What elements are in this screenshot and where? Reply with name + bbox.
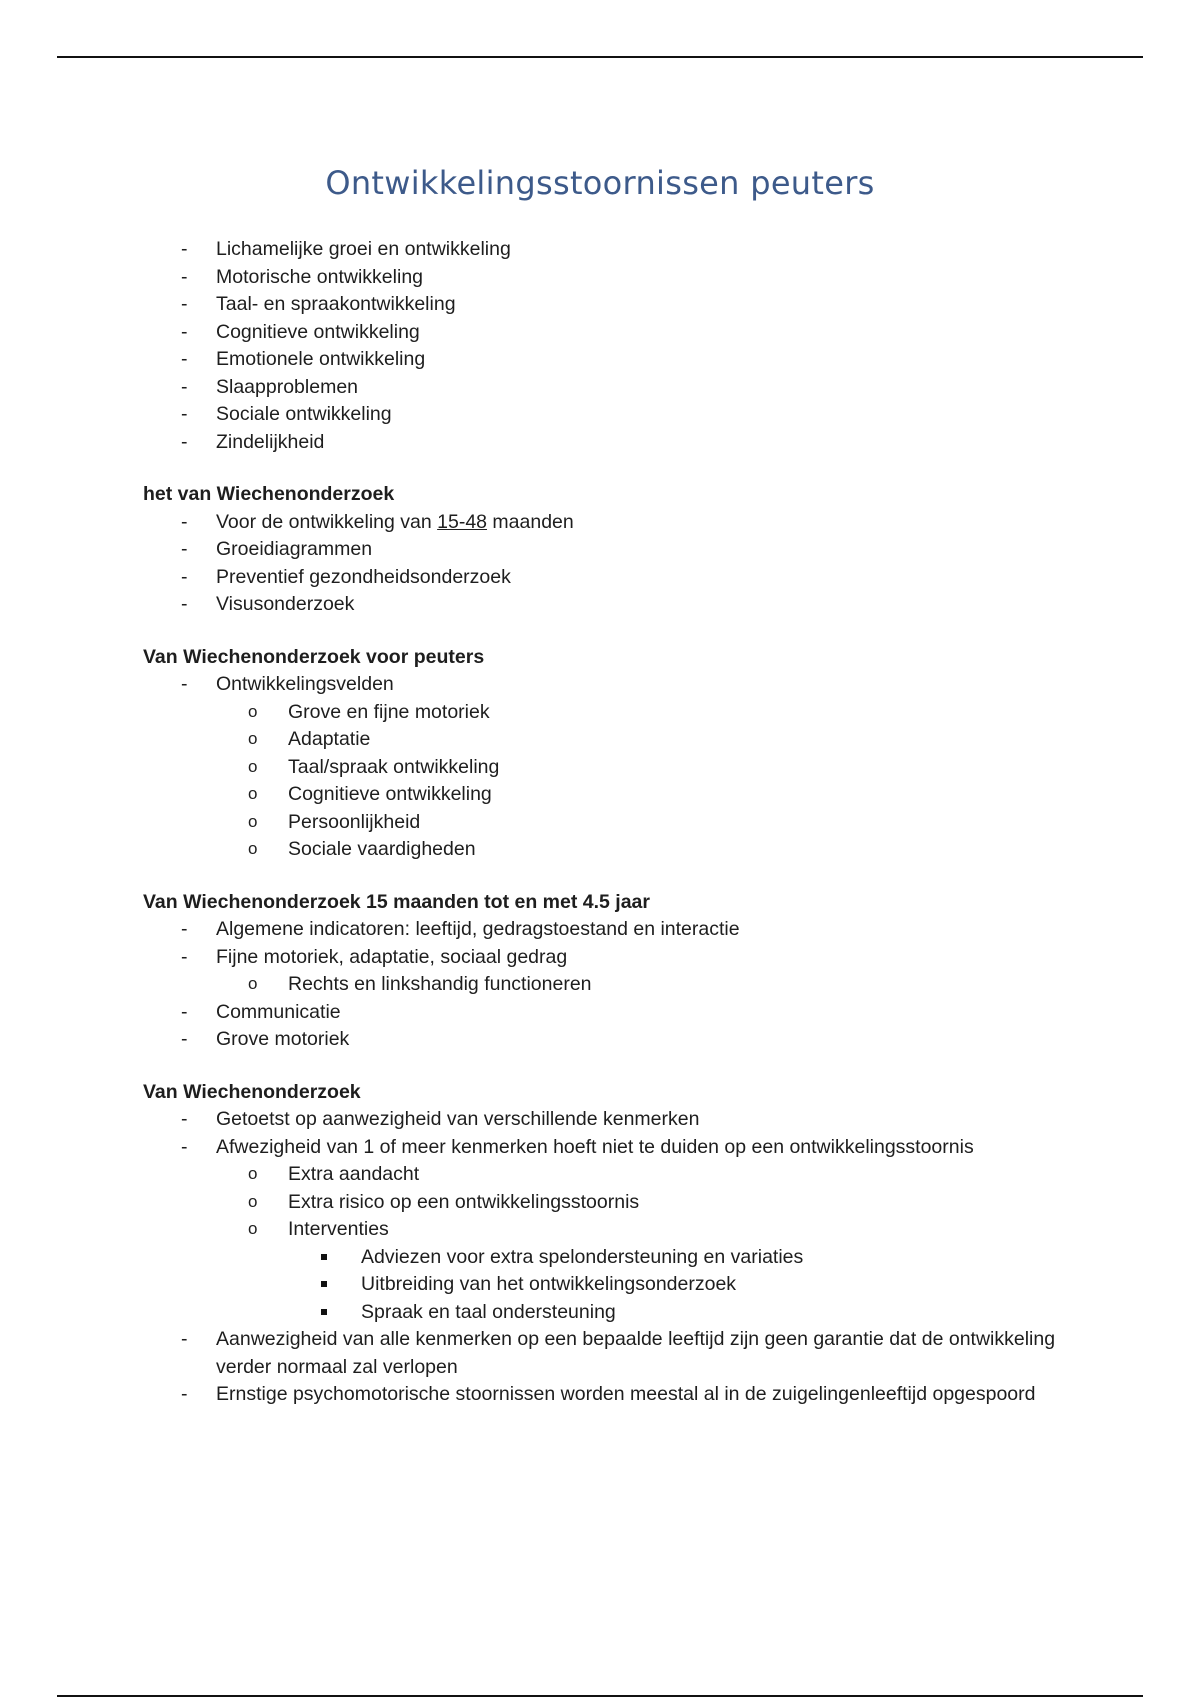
list-item [143, 1134, 1093, 1327]
list-item-text: maanden [487, 510, 574, 533]
list-item [143, 509, 1093, 537]
document-body [143, 236, 1093, 1409]
header-rule [57, 56, 1143, 58]
list-item: - Communicatie [143, 999, 1093, 1027]
sublist-item: o Rechts en linkshandig functioneren [216, 971, 1093, 999]
sublist-item [216, 1216, 1093, 1326]
footer-rule [57, 1695, 1143, 1697]
list-item [143, 944, 1093, 999]
list-item: - Getoetst op aanwezigheid van verschillende kenmerken [143, 1106, 1093, 1134]
sublist-item: o Sociale vaardigheden [216, 836, 1093, 864]
sublist [216, 971, 1093, 999]
list-item: - Taal- en spraakontwikkeling [143, 291, 1093, 319]
list-item: - Motorische ontwikkeling [143, 264, 1093, 292]
sublist-item: o Adaptatie [216, 726, 1093, 754]
sublist-item-text: Interventies [288, 1218, 389, 1240]
list-item: - Preventief gezondheidsonderzoek [143, 564, 1093, 592]
list-item [143, 671, 1093, 864]
sublist-item: o Cognitieve ontwikkeling [216, 781, 1093, 809]
list-item: - Cognitieve ontwikkeling [143, 319, 1093, 347]
underlined-range: 15-48 [437, 510, 488, 533]
list-item: - Lichamelijke groei en ontwikkeling [143, 236, 1093, 264]
bullet-item: Adviezen voor extra spelondersteuning en variaties [288, 1244, 1093, 1272]
section3-list [143, 916, 1093, 1054]
section2-list [143, 671, 1093, 864]
list-item: - Aanwezigheid van alle kenmerken op een bepaalde leeftijd zijn geen garantie dat de ontwikkeling verder normaal zal verlopen [143, 1326, 1093, 1381]
sublist-item: o Persoonlijkheid [216, 809, 1093, 837]
intro-list [143, 236, 1093, 456]
list-item-text: Ontwikkelingsvelden [216, 673, 394, 695]
list-item: - Emotionele ontwikkeling [143, 346, 1093, 374]
list-item-text: Fijne motoriek, adaptatie, sociaal gedrag [216, 945, 568, 968]
list-item: - Slaapproblemen [143, 374, 1093, 402]
section1-list [143, 509, 1093, 619]
sublist-item: o Extra risico op een ontwikkelingsstoornis [216, 1189, 1093, 1217]
sublist-item: o Grove en fijne motoriek [216, 699, 1093, 727]
sublist-item: o Extra aandacht [216, 1161, 1093, 1189]
sublist-item: o Taal/spraak ontwikkeling [216, 754, 1093, 782]
section-heading: Van Wiechenonderzoek [143, 1080, 361, 1103]
list-item: - Zindelijkheid [143, 429, 1093, 457]
sublist [216, 699, 1093, 864]
sublist [216, 1161, 1093, 1326]
document-title: Ontwikkelingsstoornissen peuters [325, 164, 875, 202]
section-heading: Van Wiechenonderzoek 15 maanden tot en met 4.5 jaar [143, 890, 650, 913]
list-item: - Groeidiagrammen [143, 536, 1093, 564]
list-item-text: Afwezigheid van 1 of meer kenmerken hoeft niet te duiden op een ontwikkelingsstoornis [216, 1135, 974, 1158]
list-item-text: Voor de ontwikkeling van [216, 510, 438, 533]
section-heading: het van Wiechenonderzoek [143, 483, 395, 505]
section4-list [143, 1106, 1093, 1409]
list-item: - Algemene indicatoren: leeftijd, gedragstoestand en interactie [143, 916, 1093, 944]
bullet-item: Spraak en taal ondersteuning [288, 1299, 1093, 1327]
list-item: - Sociale ontwikkeling [143, 401, 1093, 429]
list-item: - Grove motoriek [143, 1026, 1093, 1054]
interventies-list [288, 1244, 1093, 1327]
list-item: - Ernstige psychomotorische stoornissen worden meestal al in de zuigelingenleeftijd opgespoord [143, 1381, 1093, 1409]
list-item: - Visusonderzoek [143, 591, 1093, 619]
bullet-item: Uitbreiding van het ontwikkelingsonderzoek [288, 1271, 1093, 1299]
section-heading: Van Wiechenonderzoek voor peuters [143, 645, 485, 668]
